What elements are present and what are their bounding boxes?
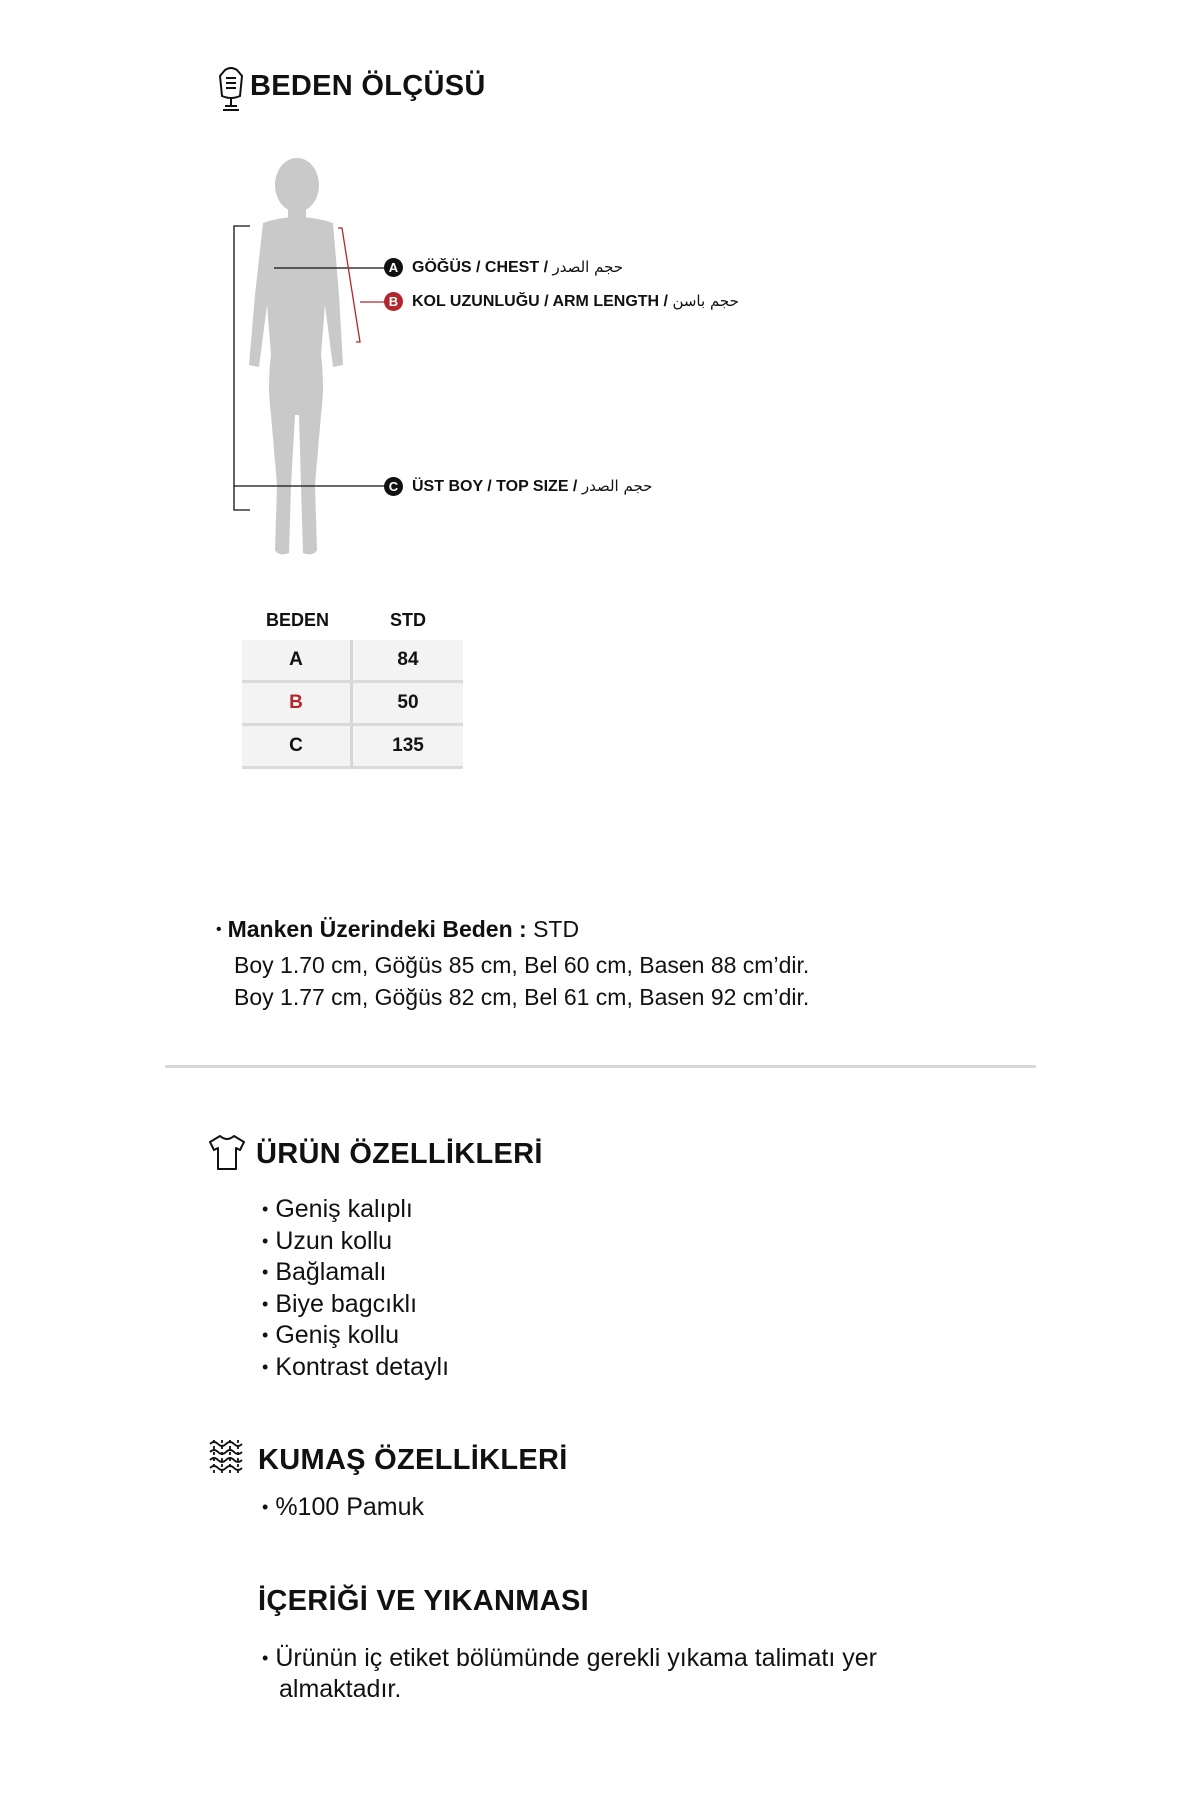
model-info [216, 913, 809, 1013]
callout-badge-b: B [384, 292, 403, 311]
callout-text: KOL UZUNLUĞU / ARM LENGTH / [412, 293, 668, 310]
model-info-heading: • Manken Üzerindeki Beden : STD [216, 916, 580, 942]
fabric-icon [208, 1438, 246, 1476]
callout-label-chest [412, 258, 623, 277]
table-header-size: BEDEN [265, 609, 329, 630]
fabric-features-list [262, 1493, 424, 1525]
section-divider [165, 1065, 1036, 1068]
callout-label-arm-length [412, 292, 739, 311]
callout-text: ÜST BOY / TOP SIZE / [412, 478, 578, 495]
mannequin-icon [216, 66, 246, 114]
table-row [242, 640, 463, 683]
callout-arabic: حجم الصدر [581, 477, 653, 495]
care-title: İÇERİĞİ VE YIKANMASI [258, 1585, 589, 1617]
list-item: • Uzun kollu [262, 1227, 449, 1259]
table-row [242, 683, 463, 726]
product-features-list [262, 1195, 449, 1384]
measurement-lines [230, 220, 410, 520]
table-cell-value: 135 [353, 726, 463, 769]
size-section-title: BEDEN ÖLÇÜSÜ [250, 70, 486, 102]
care-text: • Ürünün iç etiket bölümünde gerekli yıkama talimatı yer almaktadır. [262, 1644, 877, 1703]
size-table [242, 600, 463, 769]
table-cell-value: 84 [353, 640, 463, 683]
list-item: • Geniş kollu [262, 1321, 449, 1353]
callout-badge-a: A [384, 258, 403, 277]
list-item: • Bağlamalı [262, 1258, 449, 1290]
list-item: • %100 Pamuk [262, 1493, 424, 1525]
tshirt-icon [208, 1133, 246, 1171]
table-cell-size: B [242, 683, 353, 726]
list-item: • Kontrast detaylı [262, 1353, 449, 1385]
table-cell-size: C [242, 726, 353, 769]
table-row [242, 726, 463, 769]
callout-arabic: حجم الصدر [552, 258, 624, 276]
list-item: • Biye bagcıklı [262, 1290, 449, 1322]
model-info-value: STD [533, 916, 580, 942]
fabric-features-title: KUMAŞ ÖZELLİKLERİ [258, 1444, 568, 1476]
callout-text: GÖĞÜS / CHEST / [412, 259, 549, 276]
table-cell-value: 50 [353, 683, 463, 726]
callout-badge-c: C [384, 477, 403, 496]
table-cell-size: A [242, 640, 353, 683]
callout-arabic: حجم باسن [672, 292, 739, 310]
model-info-line: Boy 1.70 cm, Göğüs 85 cm, Bel 60 cm, Basen 88 cm’dir. [234, 952, 810, 978]
care-line: almaktadır. [279, 1675, 402, 1703]
table-header-std: STD [390, 609, 426, 630]
callout-label-top-size [412, 477, 652, 496]
product-features-title: ÜRÜN ÖZELLİKLERİ [256, 1138, 543, 1170]
model-info-label: Manken Üzerindeki Beden : [227, 916, 527, 942]
list-item: • Geniş kalıplı [262, 1195, 449, 1227]
model-info-line: Boy 1.77 cm, Göğüs 82 cm, Bel 61 cm, Basen 92 cm’dir. [234, 984, 810, 1010]
care-line: Ürünün iç etiket bölümünde gerekli yıkama talimatı yer [275, 1644, 877, 1672]
